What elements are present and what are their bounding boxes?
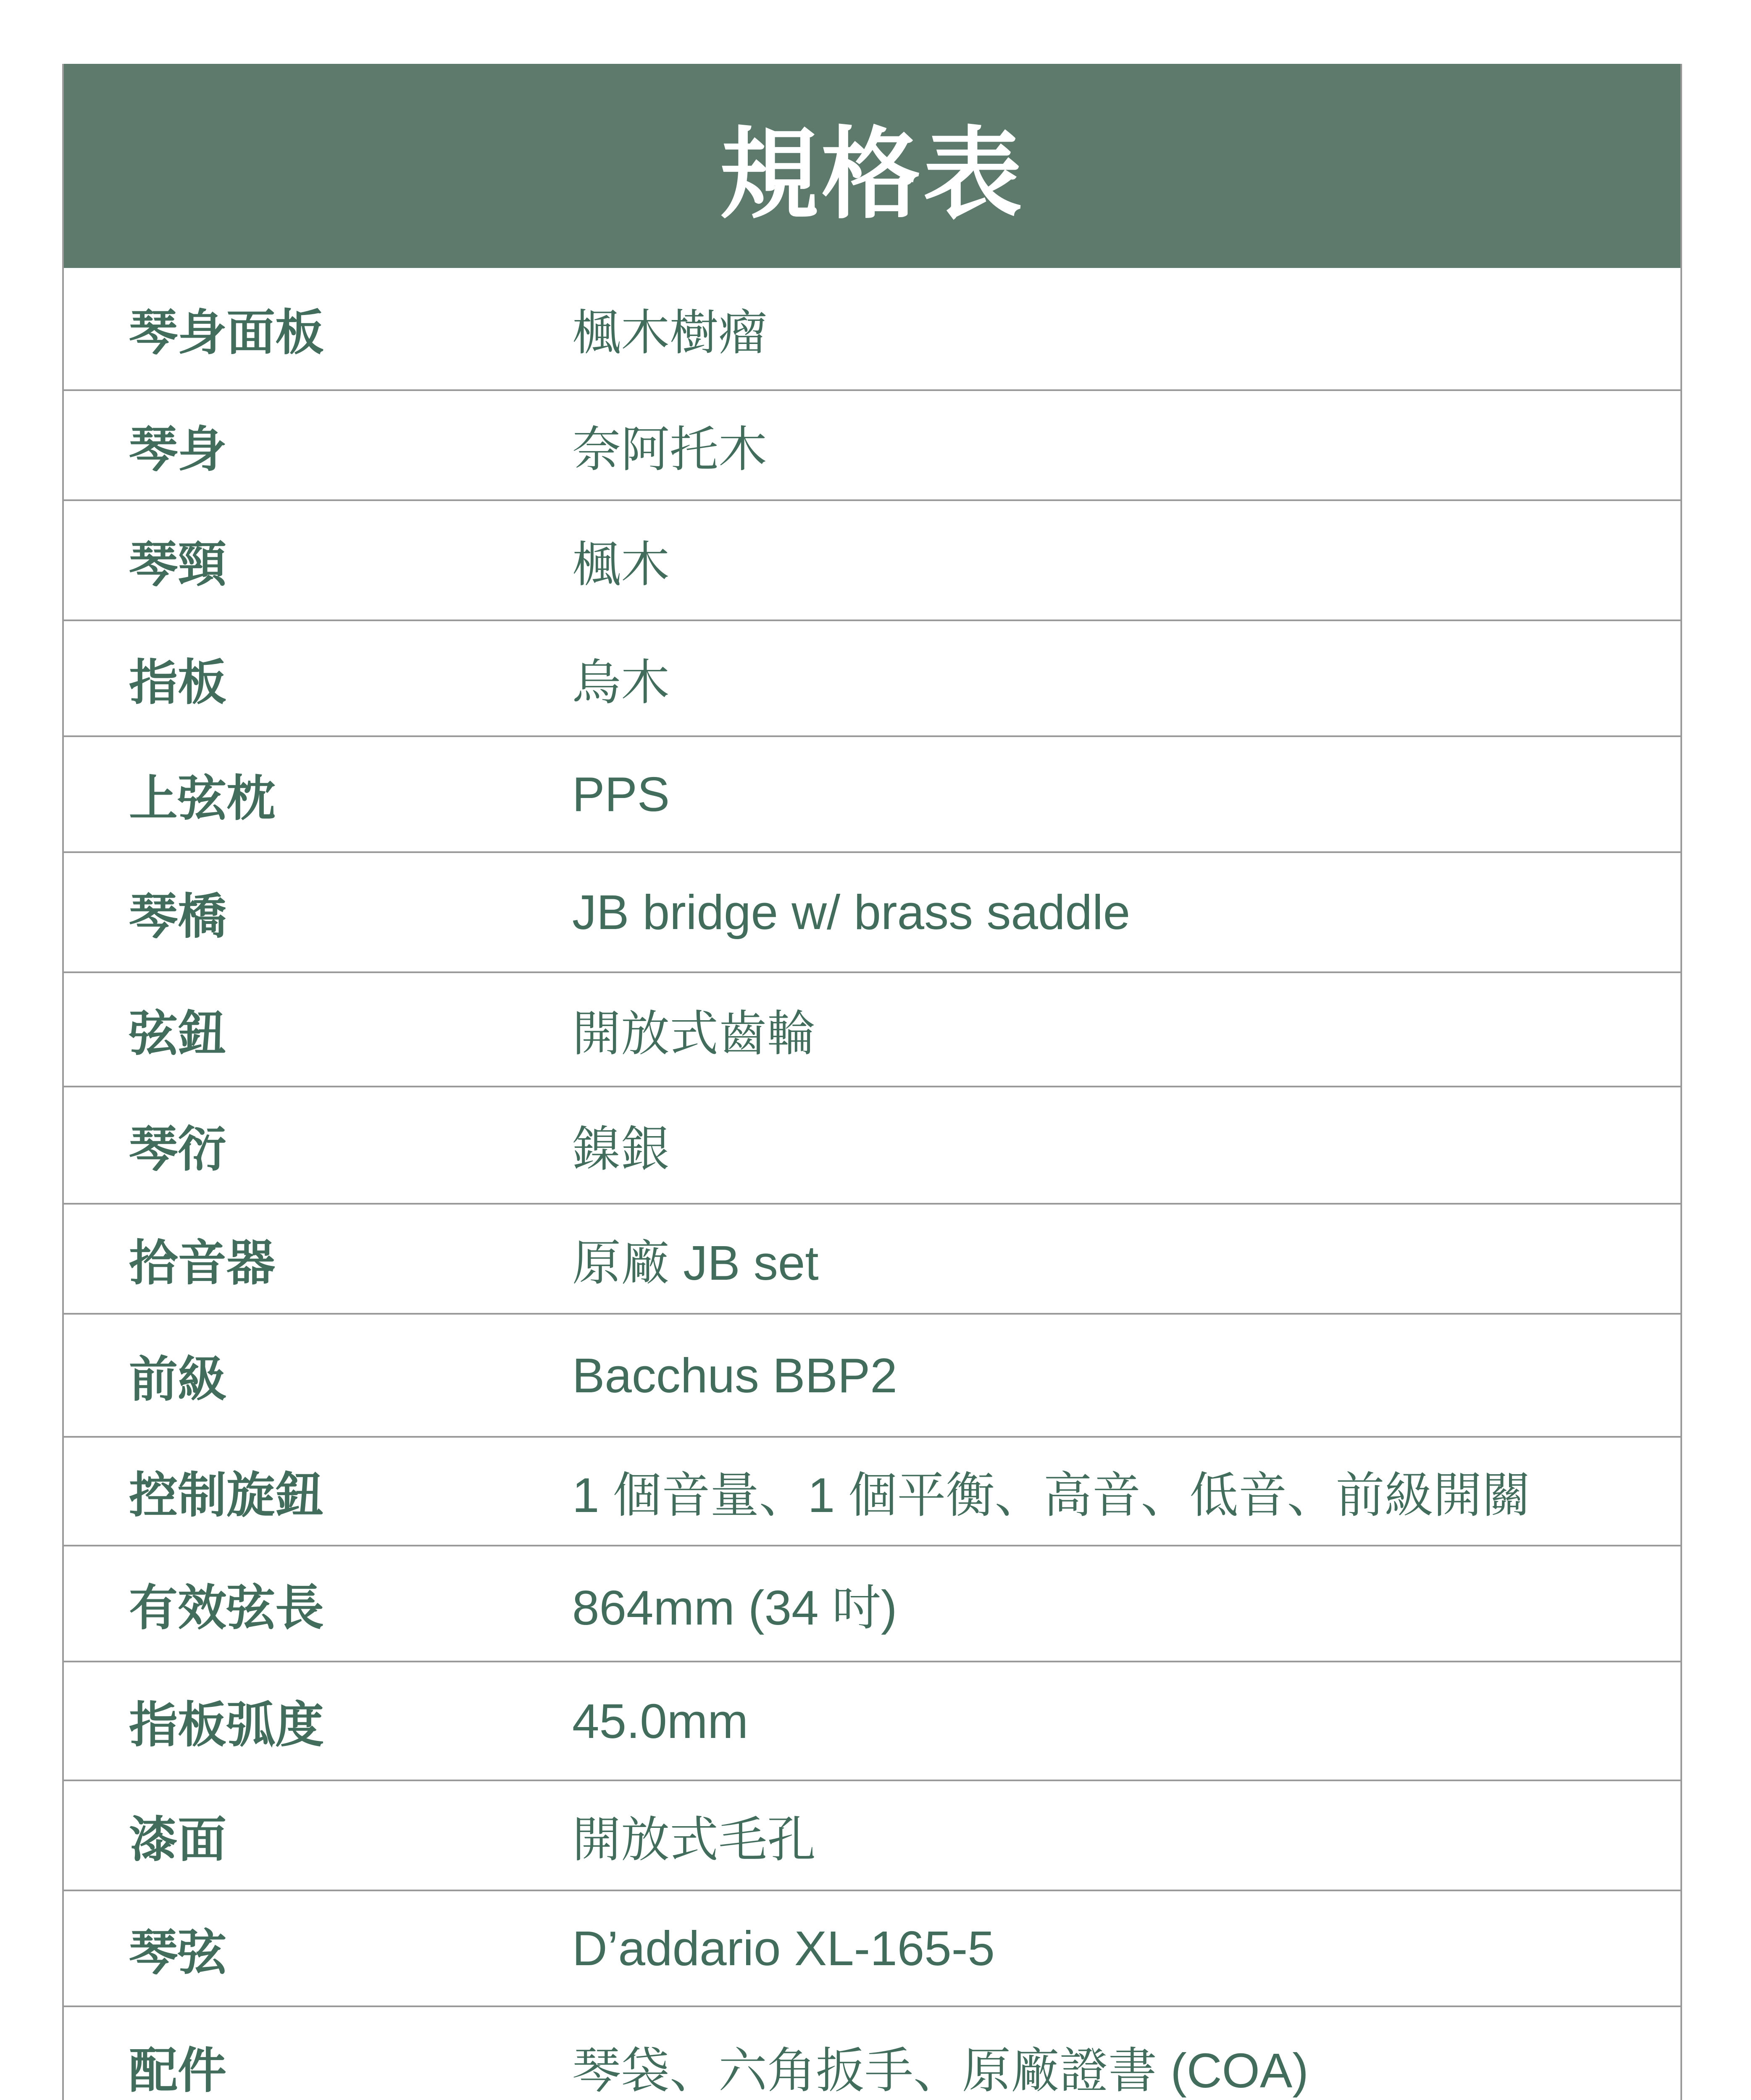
spec-value: 鎳銀 — [572, 1122, 670, 1176]
spec-value: 開放式齒輪 — [572, 1006, 816, 1061]
spec-label: 琴頸 — [129, 536, 226, 593]
spec-label: 上弦枕 — [129, 770, 275, 827]
spec-label: 琴衍 — [129, 1121, 226, 1178]
spec-row — [64, 621, 1680, 737]
spec-value: Bacchus BBP2 — [572, 1348, 897, 1403]
spec-row — [64, 391, 1680, 501]
spec-label: 弦鈕 — [129, 1005, 226, 1062]
spec-row — [64, 1438, 1680, 1546]
spec-row — [64, 501, 1680, 621]
spec-label: 琴身面板 — [129, 304, 324, 361]
spec-row — [64, 853, 1680, 973]
spec-label: 琴橋 — [129, 888, 226, 945]
table-header — [64, 64, 1680, 268]
spec-value: 原廠 JB set — [572, 1235, 819, 1290]
spec-rows — [64, 268, 1680, 2100]
spec-row — [64, 2007, 1680, 2100]
spec-row — [64, 737, 1680, 853]
spec-row — [64, 973, 1680, 1087]
spec-value: 1 個音量、1 個平衡、高音、低音、前級開關 — [572, 1468, 1531, 1522]
spec-value: JB bridge w/ brass saddle — [572, 885, 1131, 940]
spec-label: 琴身 — [129, 421, 226, 478]
spec-label: 琴弦 — [129, 1924, 226, 1981]
spec-label: 前級 — [129, 1351, 226, 1408]
spec-row — [64, 1891, 1680, 2007]
spec-row — [64, 1205, 1680, 1315]
spec-table — [62, 64, 1682, 2100]
spec-value: 楓木樹瘤 — [572, 305, 767, 360]
spec-label: 指板 — [129, 654, 226, 711]
spec-label: 拾音器 — [129, 1234, 275, 1292]
spec-value: 864mm (34 吋) — [572, 1580, 897, 1635]
spec-label: 有效弦長 — [129, 1579, 324, 1636]
spec-row — [64, 1662, 1680, 1781]
spec-value: 45.0mm — [572, 1693, 749, 1748]
spec-value: 琴袋、六角扳手、原廠證書 (COA) — [572, 2043, 1309, 2098]
spec-value: 楓木 — [572, 537, 670, 592]
spec-row — [64, 1315, 1680, 1438]
spec-row — [64, 1087, 1680, 1205]
spec-value: 奈阿托木 — [572, 422, 767, 477]
spec-row — [64, 1546, 1680, 1662]
table-title: 規格表 — [719, 116, 1025, 232]
spec-row — [64, 1781, 1680, 1891]
spec-label: 指板弧度 — [129, 1697, 324, 1754]
spec-label: 配件 — [129, 2042, 226, 2099]
spec-value: 開放式毛孔 — [572, 1812, 816, 1867]
spec-row — [64, 268, 1680, 391]
spec-value: PPS — [572, 767, 670, 822]
spec-label: 控制旋鈕 — [129, 1467, 324, 1524]
spec-value: 烏木 — [572, 655, 670, 710]
spec-label: 漆面 — [129, 1811, 226, 1868]
spec-value: D’addario XL-165-5 — [572, 1921, 995, 1976]
